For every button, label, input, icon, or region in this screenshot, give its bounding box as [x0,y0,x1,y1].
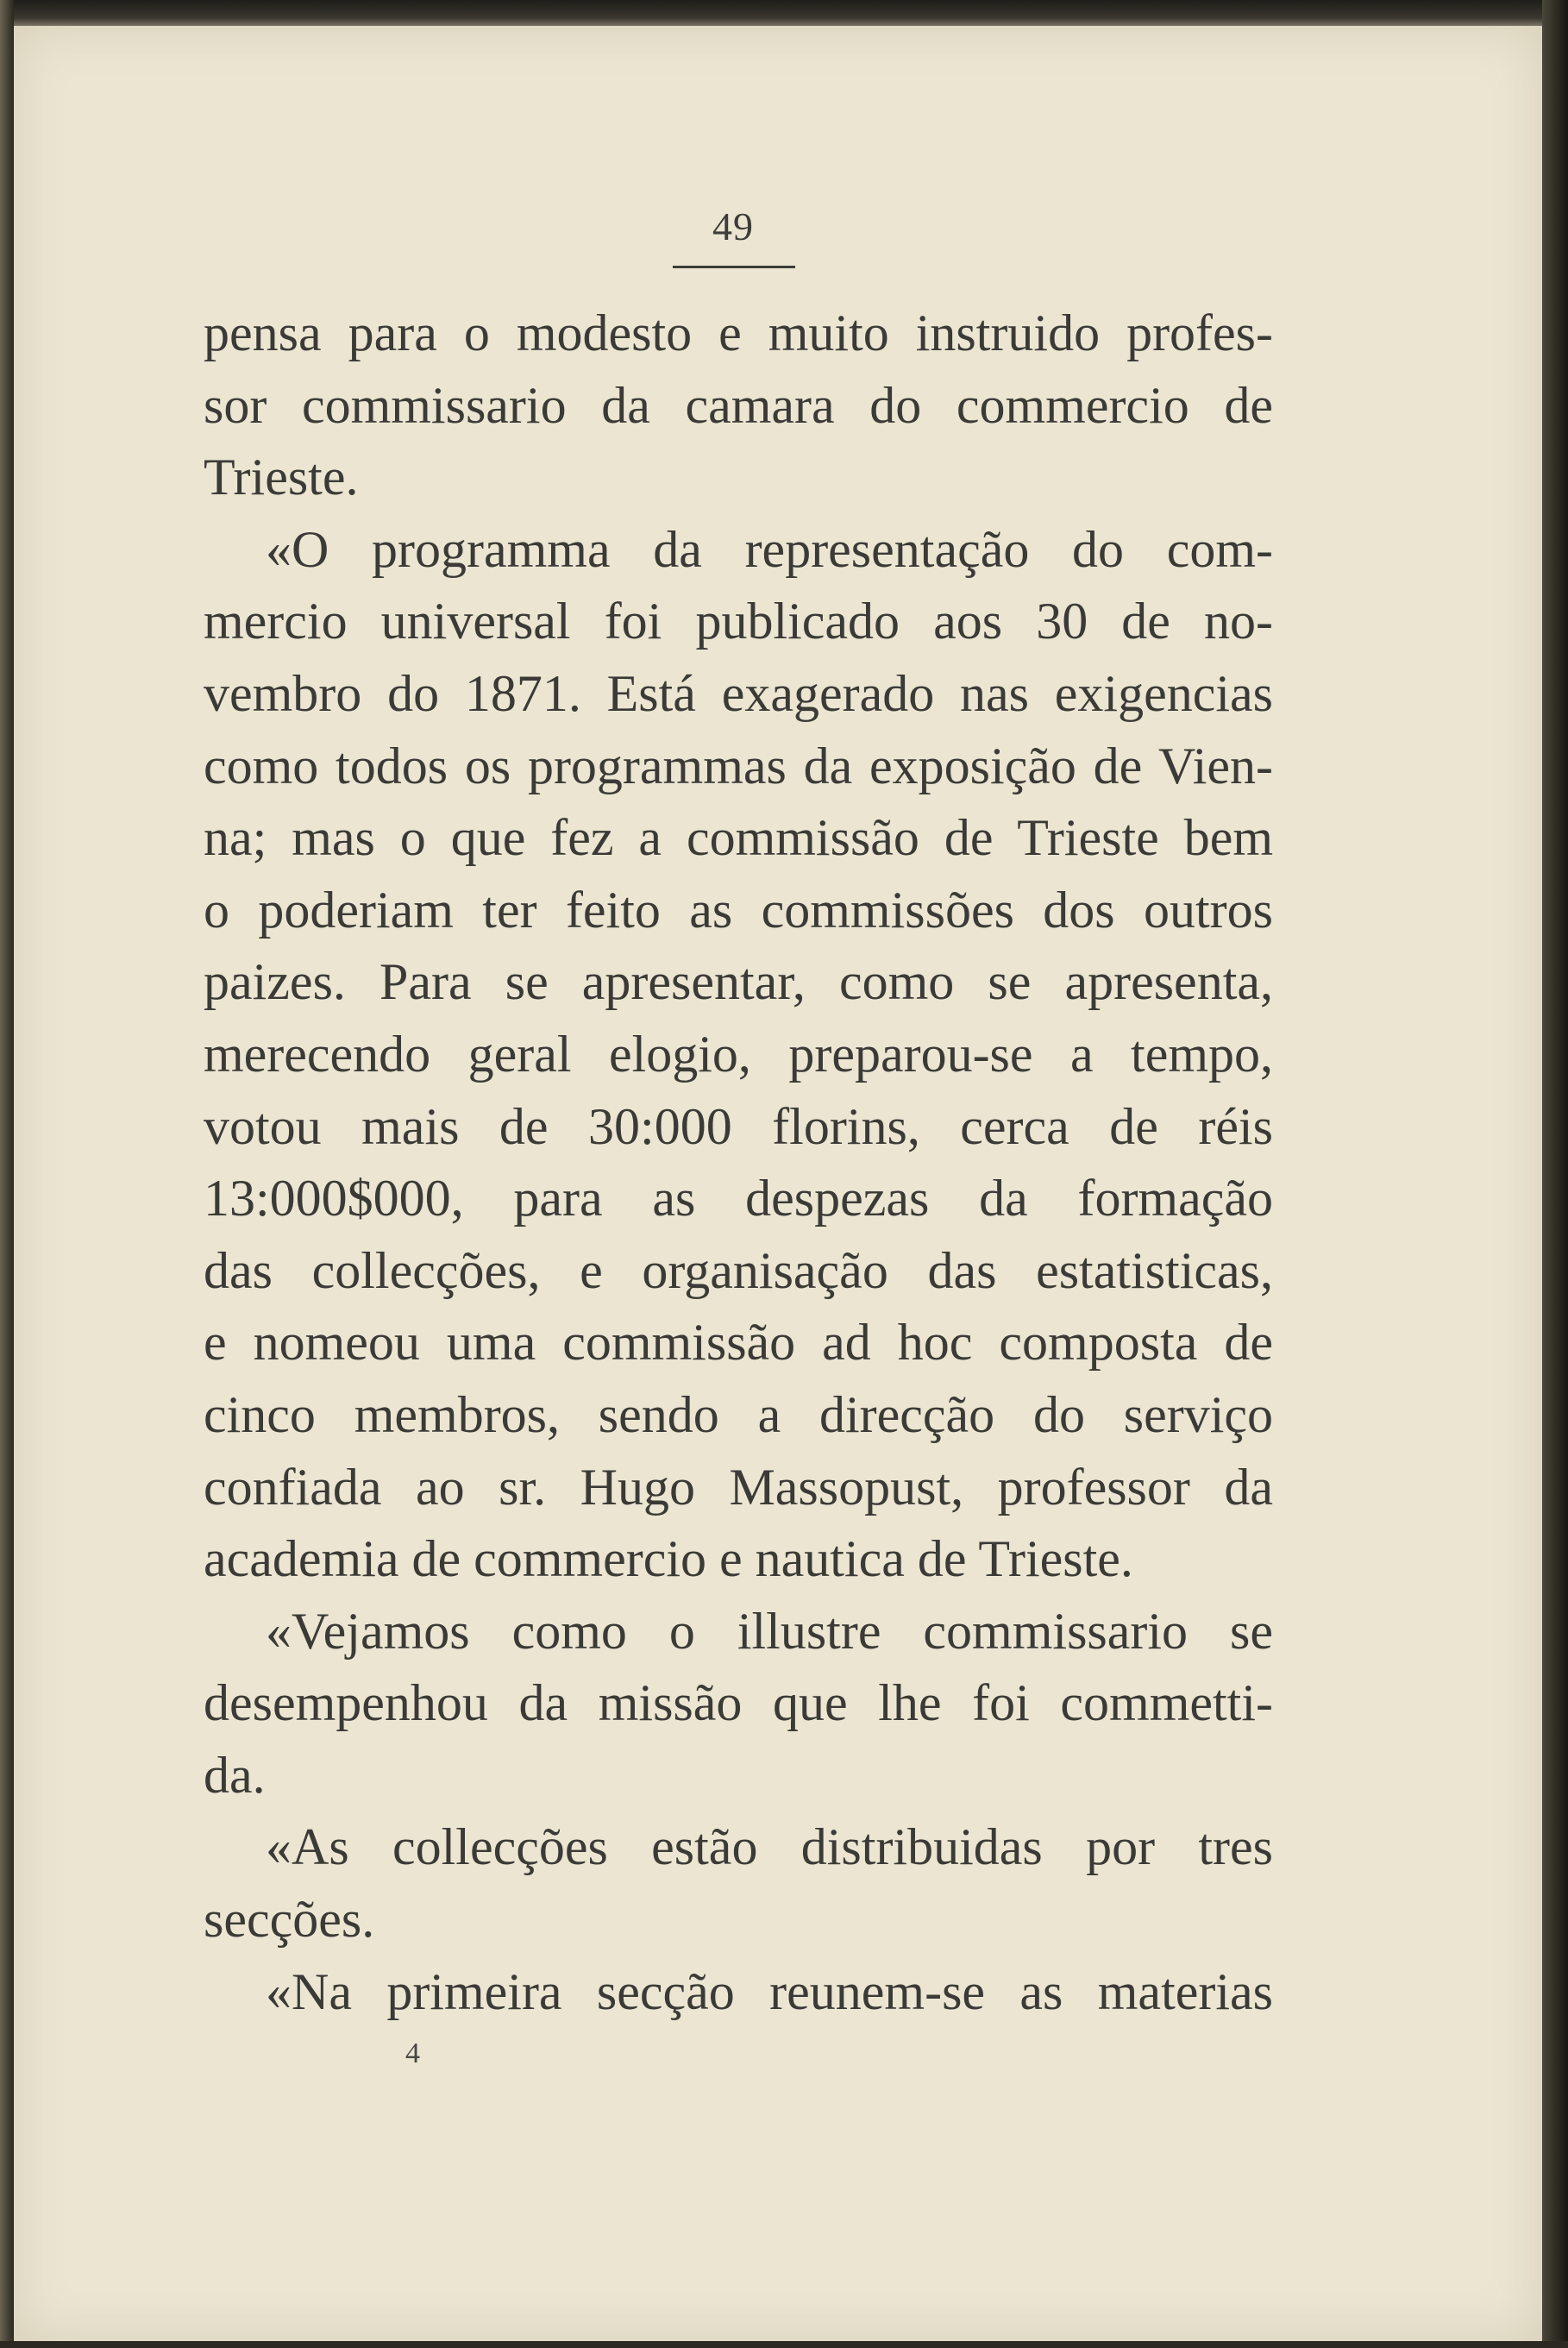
text-line: secções. [204,1891,375,1949]
text-line: paizes. Para se apresentar, como se apresenta, [204,953,1273,1011]
text-line: pensa para o modesto e muito instruido profes- [204,304,1273,361]
header-rule [673,266,795,268]
text-line: vembro do 1871. Está exagerado nas exigencias [204,664,1273,722]
text-line: mercio universal foi publicado aos 30 de no- [204,593,1273,650]
binding-top-edge [0,0,1568,26]
text-line: votou mais de 30:000 florins, cerca de réis [204,1097,1273,1155]
text-line: «O programma da representação do com- [266,520,1273,578]
page-number: 49 [712,204,754,248]
binding-right-edge [1542,0,1568,2348]
text-line: como todos os programmas da exposição de Vien- [204,737,1273,794]
text-line: Trieste. [204,449,359,506]
text-line: o poderiam ter feito as commissões dos outros [204,881,1273,939]
text-line: das collecções, e organisação das estatisticas, [204,1241,1273,1299]
text-line: cinco membros, sendo a direcção do serviço [204,1385,1273,1443]
text-line: «As collecções estão distribuidas por tres [266,1818,1273,1876]
text-line: academia de commercio e nautica de Trieste. [204,1530,1133,1588]
text-line: desempenhou da missão que lhe foi commetti- [204,1674,1273,1732]
text-line: sor commissario da camara do commercio de [204,376,1273,434]
text-line: na; mas o que fez a commissão de Trieste bem [204,809,1273,867]
binding-bottom-edge [0,2341,1568,2348]
text-line: confiada ao sr. Hugo Massopust, professor da [204,1458,1273,1516]
text-line: merecendo geral elogio, preparou-se a tempo, [204,1025,1273,1083]
binding-left-edge [0,0,14,2348]
signature-mark: 4 [405,2037,420,2069]
body-text [204,298,1273,2028]
text-line: da. [204,1746,266,1804]
text-line: «Na primeira secção reunem-se as materias [266,1962,1273,2020]
text-line: e nomeou uma commissão ad hoc composta de [204,1314,1273,1372]
text-line: «Vejamos como o illustre commissario se [266,1602,1273,1660]
text-line: 13:000$000, para as despezas da formação [204,1170,1273,1227]
